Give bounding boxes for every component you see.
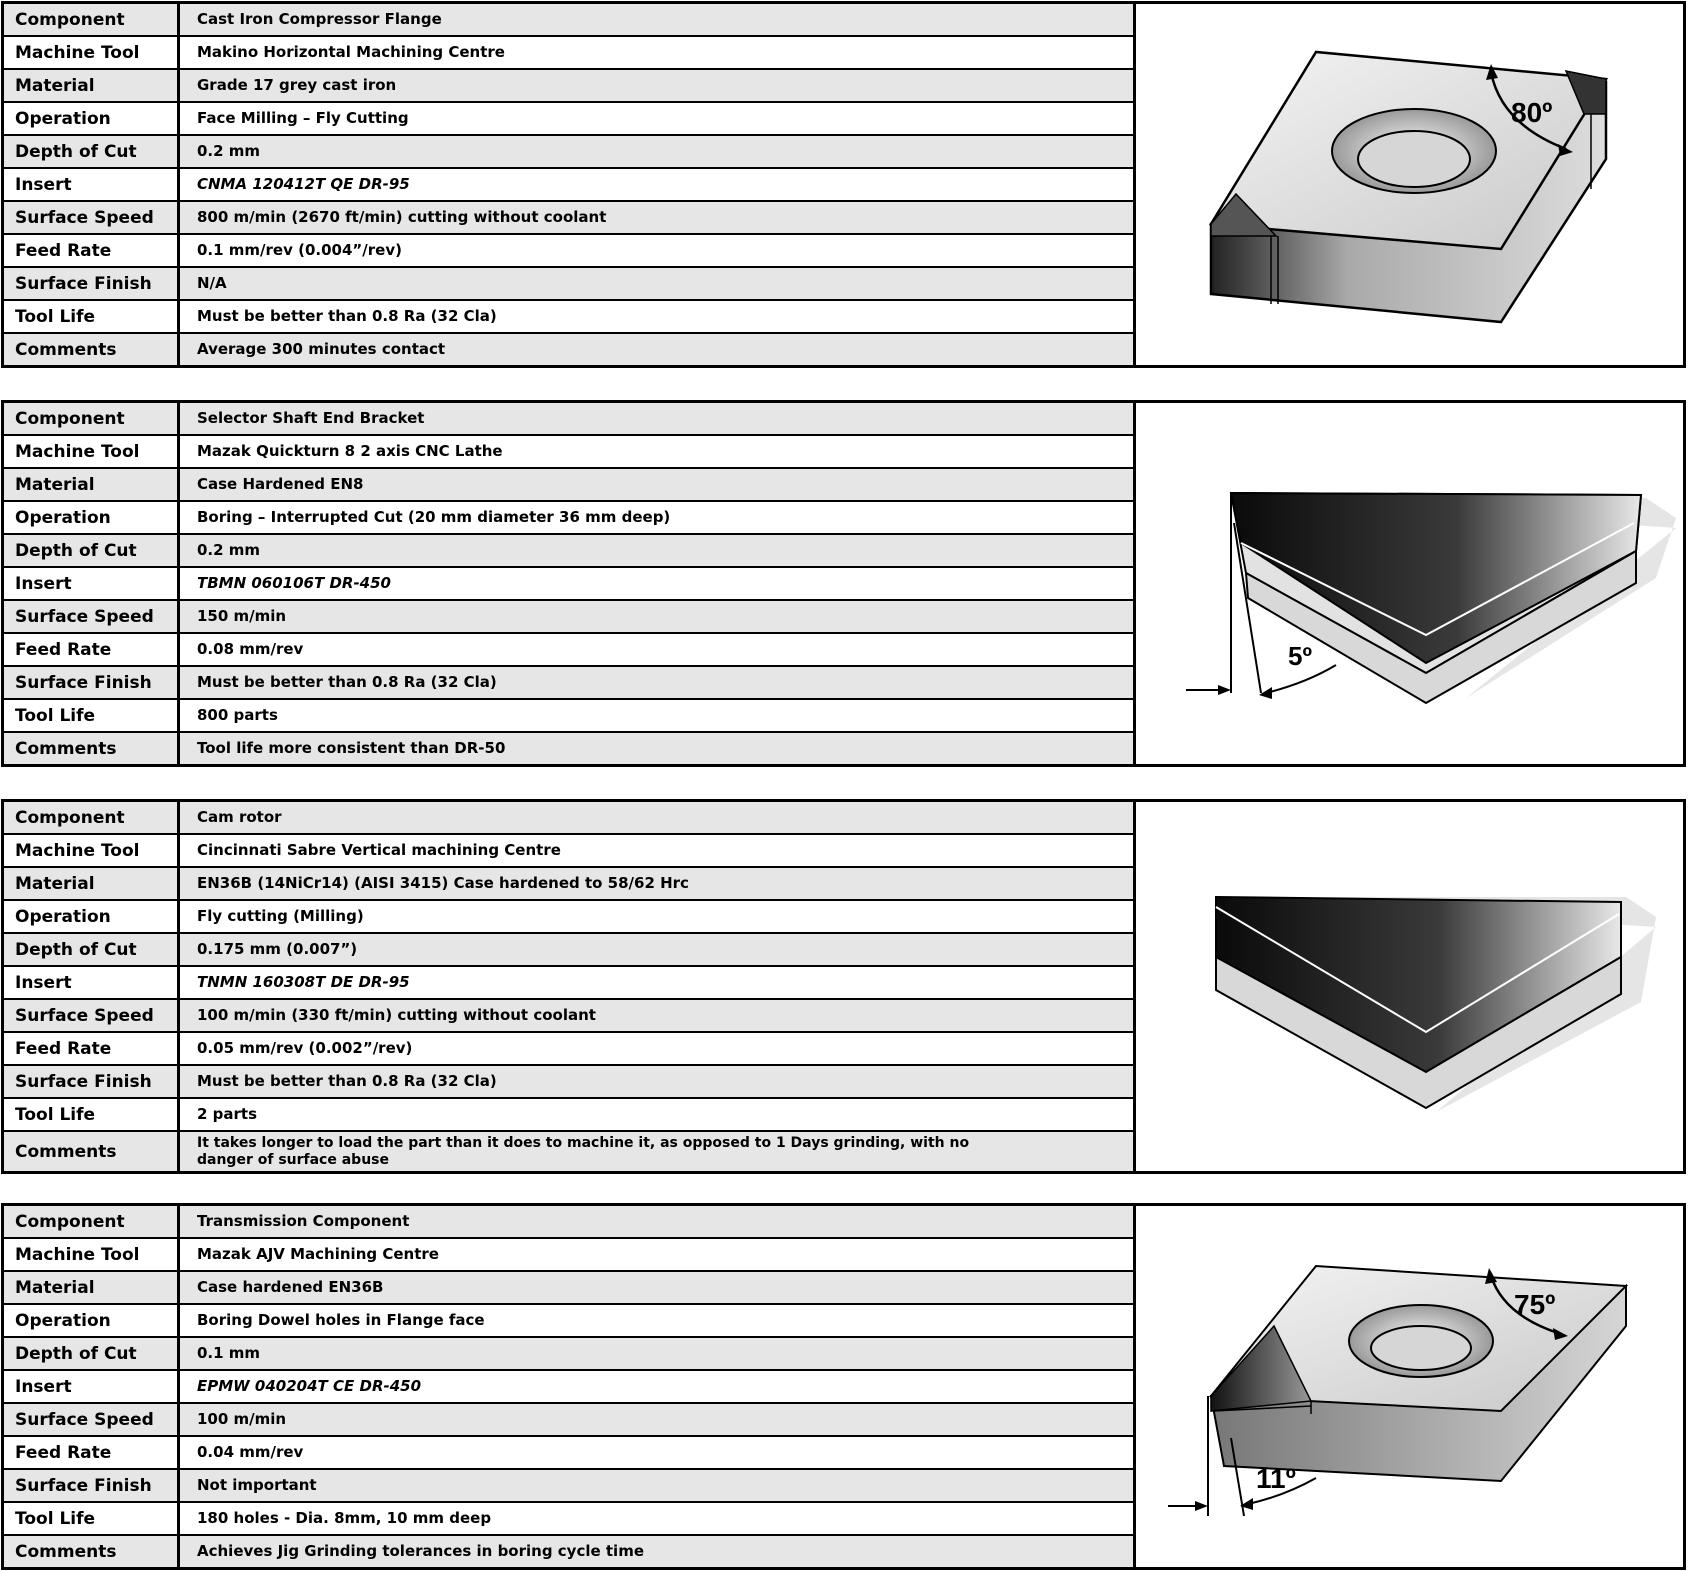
row-value: Must be better than 0.8 Ra (32 Cla) <box>197 673 497 691</box>
row-label: Depth of Cut <box>4 136 180 167</box>
table-row <box>4 169 1133 202</box>
row-value: Transmission Component <box>197 1212 410 1230</box>
row-value: 100 m/min <box>197 1410 287 1428</box>
row-value: Boring Dowel holes in Flange face <box>197 1311 485 1329</box>
rhombic-insert-drawing <box>1136 4 1686 365</box>
row-label: Surface Finish <box>4 268 180 299</box>
row-label: Operation <box>4 1305 180 1336</box>
row-label: Tool Life <box>4 700 180 731</box>
triangular-insert-drawing <box>1136 802 1686 1171</box>
row-label: Component <box>4 4 180 35</box>
row-value: Mazak Quickturn 8 2 axis CNC Lathe <box>197 442 503 460</box>
table-row <box>4 334 1133 365</box>
table-row <box>4 634 1133 667</box>
table-row <box>4 70 1133 103</box>
row-value: Not important <box>197 1476 317 1494</box>
insert-illustration-cnma <box>1136 4 1683 365</box>
table-row <box>4 700 1133 733</box>
row-label: Material <box>4 1272 180 1303</box>
row-label: Feed Rate <box>4 1437 180 1468</box>
row-label: Machine Tool <box>4 835 180 866</box>
row-label: Surface Speed <box>4 1404 180 1435</box>
row-label: Material <box>4 469 180 500</box>
row-value: Selector Shaft End Bracket <box>197 409 425 427</box>
table-row <box>4 403 1133 436</box>
row-value: Must be better than 0.8 Ra (32 Cla) <box>197 307 497 325</box>
row-label: Component <box>4 1206 180 1237</box>
row-label: Component <box>4 802 180 833</box>
row-value: 800 m/min (2670 ft/min) cutting without coolant <box>197 208 607 226</box>
row-value: TBMN 060106T DR-450 <box>197 574 391 592</box>
row-value: Case Hardened EN8 <box>197 475 364 493</box>
row-value: 0.2 mm <box>197 142 261 160</box>
record-card-4 <box>1 1203 1686 1570</box>
table-row <box>4 268 1133 301</box>
table-row <box>4 37 1133 70</box>
row-value: Face Milling – Fly Cutting <box>197 109 409 127</box>
spec-table <box>4 802 1136 1171</box>
table-row <box>4 1371 1133 1404</box>
row-label: Machine Tool <box>4 1239 180 1270</box>
insert-illustration-tnmn <box>1136 802 1683 1171</box>
angle-label: 5º <box>1288 641 1312 671</box>
row-value: Makino Horizontal Machining Centre <box>197 43 505 61</box>
rhombic-insert-drawing <box>1136 1206 1686 1567</box>
row-label: Insert <box>4 568 180 599</box>
table-row <box>4 667 1133 700</box>
table-row <box>4 436 1133 469</box>
row-value: 2 parts <box>197 1105 258 1123</box>
row-value: 150 m/min <box>197 607 287 625</box>
table-row <box>4 601 1133 634</box>
row-value: CNMA 120412T QE DR-95 <box>197 175 410 193</box>
row-value: 180 holes - Dia. 8mm, 10 mm deep <box>197 1509 492 1527</box>
row-value: Case hardened EN36B <box>197 1278 384 1296</box>
angle-label: 80º <box>1511 97 1553 128</box>
table-row <box>4 1033 1133 1066</box>
spec-table <box>4 4 1136 365</box>
table-row <box>4 1470 1133 1503</box>
row-value: 0.04 mm/rev <box>197 1443 304 1461</box>
row-label: Insert <box>4 1371 180 1402</box>
row-label: Machine Tool <box>4 37 180 68</box>
table-row <box>4 1338 1133 1371</box>
row-value: Fly cutting (Milling) <box>197 907 364 925</box>
row-value: N/A <box>197 274 227 292</box>
angle-label: 11º <box>1256 1463 1296 1494</box>
table-row <box>4 568 1133 601</box>
table-row <box>4 868 1133 901</box>
row-label: Surface Speed <box>4 202 180 233</box>
row-value: 0.2 mm <box>197 541 261 559</box>
row-label: Feed Rate <box>4 235 180 266</box>
table-row <box>4 469 1133 502</box>
row-value: Grade 17 grey cast iron <box>197 76 397 94</box>
row-label: Surface Speed <box>4 1000 180 1031</box>
table-row <box>4 1239 1133 1272</box>
row-label: Comments <box>4 733 180 764</box>
table-row <box>4 1305 1133 1338</box>
table-row <box>4 1066 1133 1099</box>
row-label: Comments <box>4 1132 180 1171</box>
row-value: Tool life more consistent than DR-50 <box>197 739 506 757</box>
table-row <box>4 802 1133 835</box>
row-value: EN36B (14NiCr14) (AISI 3415) Case hardened to 58/62 Hrc <box>197 874 689 892</box>
table-row <box>4 1000 1133 1033</box>
record-card-3 <box>1 799 1686 1174</box>
row-value: 0.175 mm (0.007”) <box>197 940 358 958</box>
row-label: Operation <box>4 901 180 932</box>
table-row <box>4 301 1133 334</box>
table-row <box>4 235 1133 268</box>
angle-label: 75º <box>1514 1289 1556 1320</box>
table-row <box>4 136 1133 169</box>
table-row <box>4 1206 1133 1239</box>
row-label: Tool Life <box>4 1099 180 1130</box>
table-row <box>4 103 1133 136</box>
table-row <box>4 1536 1133 1567</box>
row-value: 0.1 mm/rev (0.004”/rev) <box>197 241 402 259</box>
row-label: Material <box>4 70 180 101</box>
row-label: Tool Life <box>4 301 180 332</box>
table-row <box>4 1132 1133 1171</box>
insert-illustration-tbmn <box>1136 403 1683 764</box>
row-value: 0.1 mm <box>197 1344 261 1362</box>
record-card-2 <box>1 400 1686 767</box>
row-value: Average 300 minutes contact <box>197 340 446 358</box>
triangular-insert-drawing <box>1136 403 1686 764</box>
row-value: 0.05 mm/rev (0.002”/rev) <box>197 1039 413 1057</box>
table-row <box>4 202 1133 235</box>
row-label: Surface Finish <box>4 667 180 698</box>
row-value: Cam rotor <box>197 808 282 826</box>
row-label: Feed Rate <box>4 1033 180 1064</box>
table-row <box>4 535 1133 568</box>
table-row <box>4 502 1133 535</box>
table-row <box>4 901 1133 934</box>
row-label: Operation <box>4 502 180 533</box>
row-label: Comments <box>4 334 180 365</box>
row-value: Cast Iron Compressor Flange <box>197 10 442 28</box>
row-label: Material <box>4 868 180 899</box>
row-label: Surface Finish <box>4 1066 180 1097</box>
table-row <box>4 4 1133 37</box>
row-value: TNMN 160308T DE DR-95 <box>197 973 410 991</box>
row-label: Surface Finish <box>4 1470 180 1501</box>
row-label: Operation <box>4 103 180 134</box>
row-value: Must be better than 0.8 Ra (32 Cla) <box>197 1072 497 1090</box>
table-row <box>4 967 1133 1000</box>
table-row <box>4 934 1133 967</box>
row-label: Insert <box>4 967 180 998</box>
row-value: EPMW 040204T CE DR-450 <box>197 1377 422 1395</box>
row-value: Boring – Interrupted Cut (20 mm diameter 36 mm deep) <box>197 508 671 526</box>
row-label: Insert <box>4 169 180 200</box>
table-row <box>4 835 1133 868</box>
row-label: Machine Tool <box>4 436 180 467</box>
record-card-1 <box>1 1 1686 368</box>
row-label: Tool Life <box>4 1503 180 1534</box>
row-label: Surface Speed <box>4 601 180 632</box>
table-row <box>4 1503 1133 1536</box>
row-label: Feed Rate <box>4 634 180 665</box>
table-row <box>4 1437 1133 1470</box>
row-value: It takes longer to load the part than it does to machine it, as opposed to 1 Days grinding, with no danger of surface abuse <box>197 1134 970 1168</box>
table-row <box>4 1272 1133 1305</box>
row-label: Depth of Cut <box>4 934 180 965</box>
row-value: 800 parts <box>197 706 278 724</box>
row-value: 0.08 mm/rev <box>197 640 304 658</box>
table-row <box>4 1404 1133 1437</box>
insert-illustration-epmw <box>1136 1206 1683 1567</box>
row-label: Component <box>4 403 180 434</box>
row-label: Depth of Cut <box>4 1338 180 1369</box>
row-label: Comments <box>4 1536 180 1567</box>
row-value: Cincinnati Sabre Vertical machining Centre <box>197 841 561 859</box>
row-value: Achieves Jig Grinding tolerances in boring cycle time <box>197 1542 645 1560</box>
table-row <box>4 733 1133 764</box>
spec-table <box>4 1206 1136 1567</box>
row-value: 100 m/min (330 ft/min) cutting without coolant <box>197 1006 596 1024</box>
row-value: Mazak AJV Machining Centre <box>197 1245 439 1263</box>
row-label: Depth of Cut <box>4 535 180 566</box>
spec-table <box>4 403 1136 764</box>
table-row <box>4 1099 1133 1132</box>
